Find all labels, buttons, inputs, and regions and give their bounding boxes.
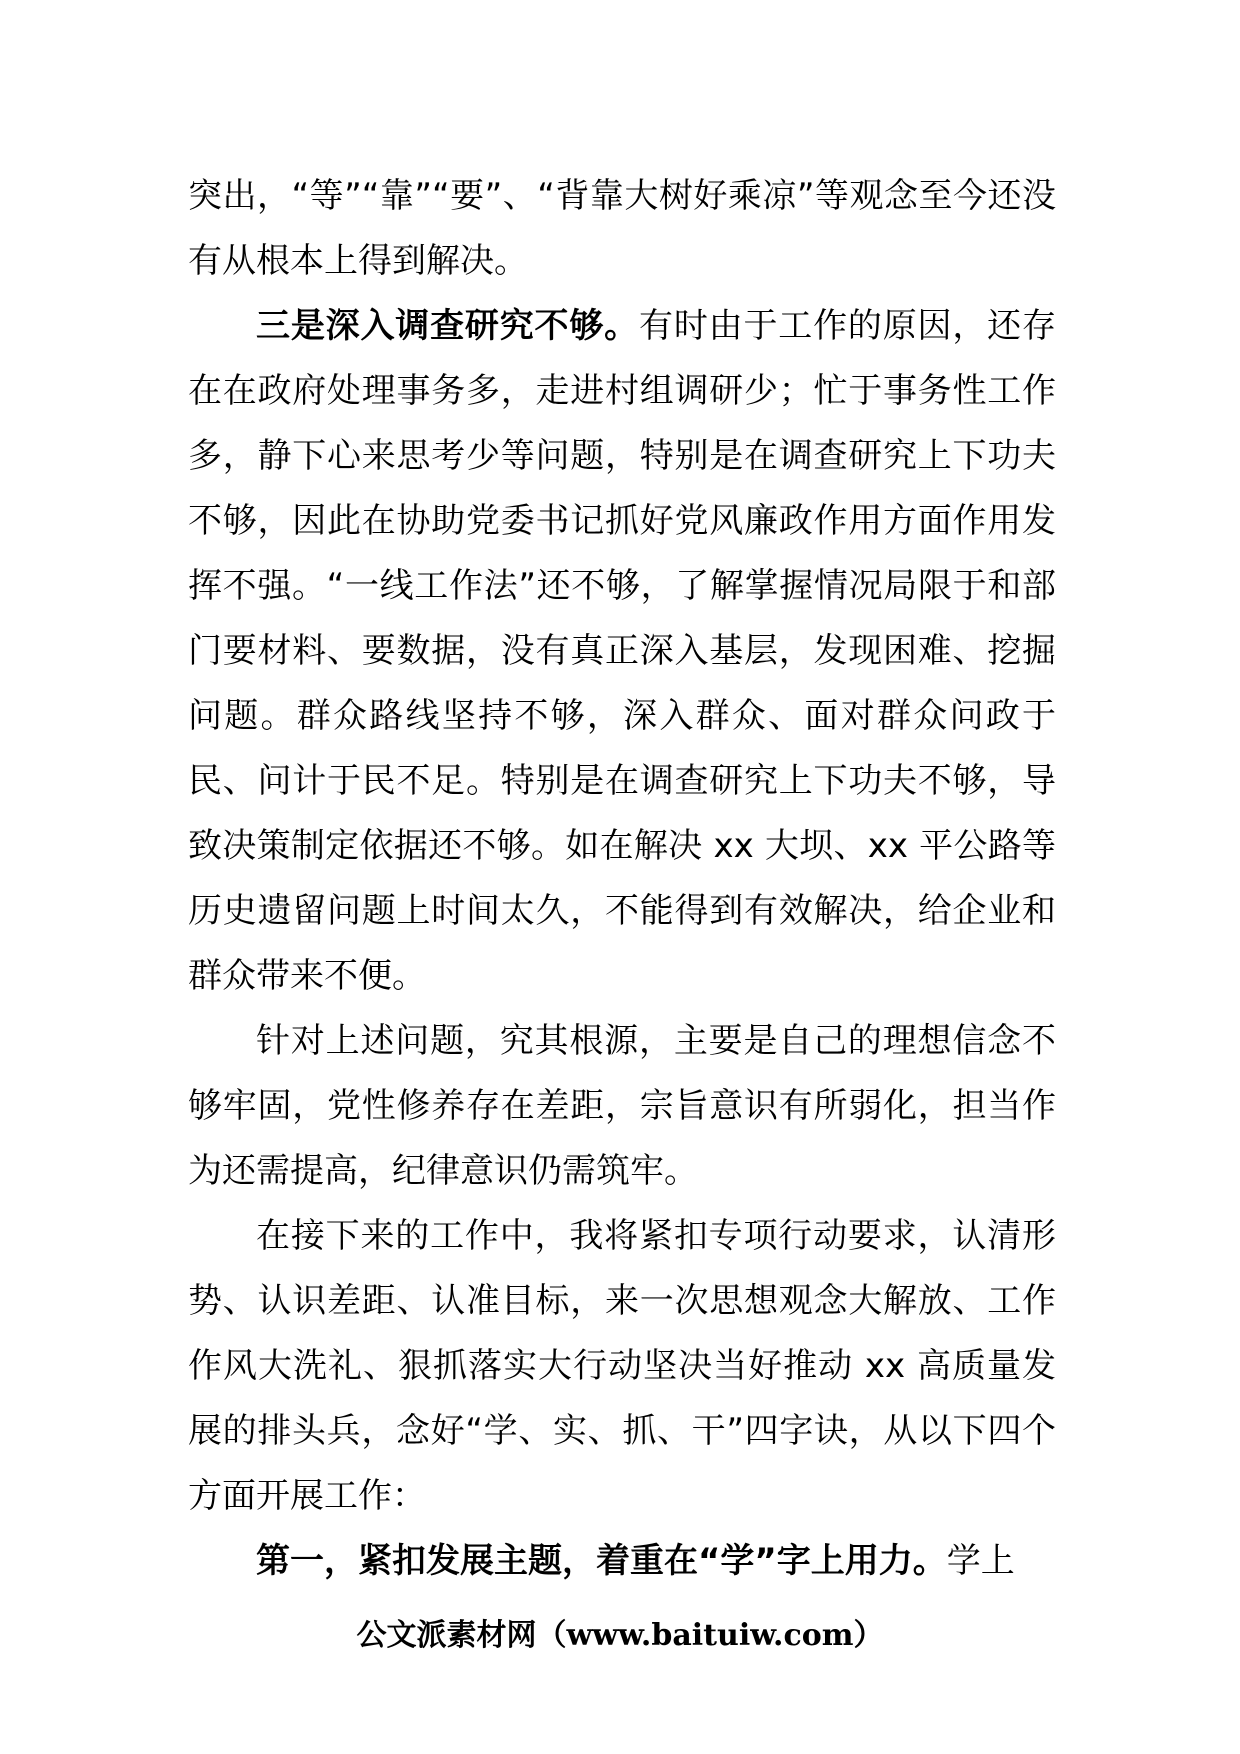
paragraph-5-text: 学上 [946, 1541, 1015, 1581]
paragraph-1-text: 突出，“等”“靠”“要”、“背靠大树好乘凉”等观念至今还没有从根本上得到解决。 [188, 176, 1056, 281]
paragraph-2-heading: 三是深入调查研究不够。 [256, 306, 639, 346]
paragraph-2-text: 有时由于工作的原因，还存在在政府处理事务多，走进村组调研少；忙于事务性工作多，静下心来思考少等问题，特别是在调查研究上下功夫不够，因此在协助党委书记抓好党风廉政作用方面作用发挥不强。“一线工作法”还不够，了解掌握情况局限于和部门要材料、要数据，没有真正深入基层，发现困难、挖掘问题。群众路线坚持不够，深入群众、面对群众问政于民、问计于民不足。特别是在调查研究上下功夫不够，导致决策制定依据还不够。如在解决 xx 大坝、xx 平公路等历史遗留问题上时间太久，不能得到有效解决，给企业和群众带来不便。 [188, 306, 1056, 996]
paragraph-5-heading: 第一，紧扣发展主题，着重在“学”字上用力。 [256, 1541, 947, 1581]
paragraph-3-text: 针对上述问题，究其根源，主要是自己的理想信念不够牢固，党性修养存在差距，宗旨意识有所弱化，担当作为还需提高，纪律意识仍需筑牢。 [188, 1021, 1056, 1191]
footer-watermark: 公文派素材网（www.baituiw.com） [356, 1618, 884, 1653]
paragraph-1 [188, 164, 1056, 294]
paragraph-4 [188, 1204, 1056, 1529]
paragraph-3 [188, 1009, 1056, 1204]
paragraph-2 [188, 294, 1056, 1009]
document-body [188, 164, 1056, 1594]
paragraph-5 [188, 1529, 1056, 1594]
paragraph-4-text: 在接下来的工作中，我将紧扣专项行动要求，认清形势、认识差距、认准目标，来一次思想观念大解放、工作作风大洗礼、狠抓落实大行动坚决当好推动 xx 高质量发展的排头兵，念好“学、实、抓、干”四字诀，从以下四个方面开展工作： [188, 1216, 1056, 1516]
